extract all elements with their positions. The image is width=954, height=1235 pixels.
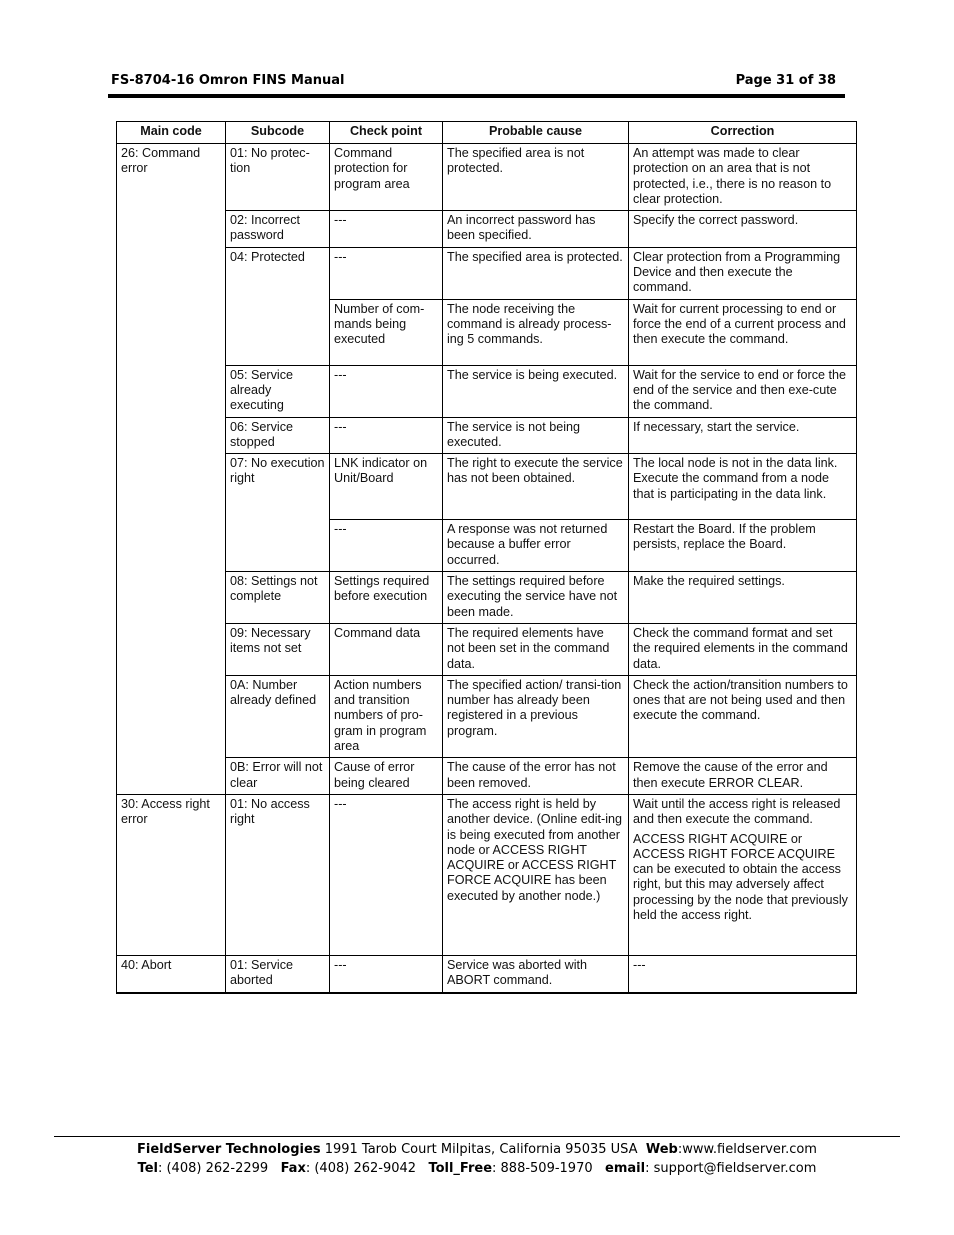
probable-cause-cell: The cause of the error has not been removed. xyxy=(443,758,629,795)
probable-cause-cell: The specified area is protected. xyxy=(443,247,629,299)
subcode-cell: 09: Necessary items not set xyxy=(226,623,330,675)
correction-cell: An attempt was made to clear protection on an area that is not protected, i.e., there is no reason to clear protection. xyxy=(629,144,857,211)
check-point-cell: Cause of error being cleared xyxy=(330,758,443,795)
check-point-cell: --- xyxy=(330,794,443,955)
main-code-cell: 26: Command error xyxy=(117,144,226,795)
footer-line-2 xyxy=(0,1161,954,1176)
footer-fax-value: : (408) 262-9042 xyxy=(305,1161,429,1176)
footer-line-1 xyxy=(0,1142,954,1157)
table-row xyxy=(117,247,857,299)
document-title: FS-8704-16 Omron FINS Manual xyxy=(111,73,345,88)
check-point-cell: Command protection for program area xyxy=(330,144,443,211)
footer-divider xyxy=(54,1136,900,1137)
subcode-cell: 05: Service already executing xyxy=(226,365,330,417)
col-header-subcode: Subcode xyxy=(226,122,330,144)
footer-email-link[interactable]: : support@fieldserver.com xyxy=(645,1161,817,1176)
main-code-cell: 40: Abort xyxy=(117,955,226,992)
check-point-cell: Settings required before execution xyxy=(330,572,443,624)
correction-paragraph: ACCESS RIGHT ACQUIRE or ACCESS RIGHT FORCE ACQUIRE can be executed to obtain the access right, but this may adversely affect processing by the node that previously held the access right. xyxy=(633,831,848,922)
probable-cause-cell: The specified area is not protected. xyxy=(443,144,629,211)
correction-cell: Clear protection from a Programming Device and then execute the command. xyxy=(629,247,857,299)
probable-cause-cell: The node receiving the command is already process-ing 5 commands. xyxy=(443,299,629,365)
footer-toll-value: : 888-509-1970 xyxy=(492,1161,606,1176)
header-divider xyxy=(108,94,845,98)
subcode-cell: 01: No access right xyxy=(226,794,330,955)
check-point-cell: --- xyxy=(330,211,443,248)
probable-cause-cell: The required elements have not been set in the command data. xyxy=(443,623,629,675)
correction-cell: Make the required settings. xyxy=(629,572,857,624)
col-header-main-code: Main code xyxy=(117,122,226,144)
table-row xyxy=(117,623,857,675)
check-point-cell: Action numbers and transition numbers of pro-gram in program area xyxy=(330,675,443,757)
correction-cell: Restart the Board. If the problem persists, replace the Board. xyxy=(629,520,857,572)
correction-cell: Check the action/transition numbers to ones that are not being used and then execute the command. xyxy=(629,675,857,757)
col-header-check-point: Check point xyxy=(330,122,443,144)
correction-cell: Wait for the service to end or force the end of the service and then exe-cute the command. xyxy=(629,365,857,417)
correction-cell: If necessary, start the service. xyxy=(629,417,857,454)
probable-cause-cell: The access right is held by another device. (Online edit-ing is being executed from another node or ACCESS RIGHT ACQUIRE or ACCESS RIGHT FORCE ACQUIRE has been executed by another node.) xyxy=(443,794,629,955)
col-header-correction: Correction xyxy=(629,122,857,144)
check-point-cell: Command data xyxy=(330,623,443,675)
footer-email-label: email xyxy=(605,1161,646,1176)
error-code-table xyxy=(116,121,857,994)
probable-cause-cell: A response was not returned because a buffer error occurred. xyxy=(443,520,629,572)
subcode-cell: 0B: Error will not clear xyxy=(226,758,330,795)
probable-cause-cell: The settings required before executing the service have not been made. xyxy=(443,572,629,624)
footer-web-label: Web xyxy=(645,1142,678,1157)
footer-address: 1991 Tarob Court Milpitas, California 95035 USA xyxy=(320,1142,646,1157)
correction-cell: Remove the cause of the error and then execute ERROR CLEAR. xyxy=(629,758,857,795)
check-point-cell: --- xyxy=(330,365,443,417)
table-header-row xyxy=(117,122,857,144)
table-row xyxy=(117,955,857,992)
correction-cell: Wait for current processing to end or force the end of a current process and then execute the command. xyxy=(629,299,857,365)
footer-tel-label: Tel xyxy=(137,1161,158,1176)
subcode-cell: 02: Incorrect password xyxy=(226,211,330,248)
check-point-cell: Number of com-mands being executed xyxy=(330,299,443,365)
check-point-cell: --- xyxy=(330,955,443,992)
table-row xyxy=(117,454,857,520)
correction-cell: --- xyxy=(629,955,857,992)
subcode-cell: 01: Service aborted xyxy=(226,955,330,992)
col-header-probable-cause: Probable cause xyxy=(443,122,629,144)
probable-cause-cell: An incorrect password has been specified. xyxy=(443,211,629,248)
footer-company: FieldServer Technologies xyxy=(137,1142,321,1157)
table-row xyxy=(117,144,857,211)
table-row xyxy=(117,794,857,955)
correction-paragraph: Wait until the access right is released and then execute the command. xyxy=(633,796,841,827)
footer-fax-label: Fax xyxy=(280,1161,306,1176)
footer-toll-label: Toll_Free xyxy=(428,1161,493,1176)
footer-web-link[interactable]: :www.fieldserver.com xyxy=(677,1142,817,1157)
page-number: Page 31 of 38 xyxy=(735,73,836,88)
check-point-cell: LNK indicator on Unit/Board xyxy=(330,454,443,520)
table-row xyxy=(117,417,857,454)
correction-cell: The local node is not in the data link. Execute the command from a node that is participating in the data link. xyxy=(629,454,857,520)
subcode-cell: 04: Protected xyxy=(226,247,330,365)
table-row xyxy=(117,758,857,795)
footer-tel-value: : (408) 262-2299 xyxy=(157,1161,281,1176)
check-point-cell: --- xyxy=(330,247,443,299)
subcode-cell: 07: No execution right xyxy=(226,454,330,572)
subcode-cell: 06: Service stopped xyxy=(226,417,330,454)
main-code-cell: 30: Access right error xyxy=(117,794,226,955)
check-point-cell: --- xyxy=(330,417,443,454)
table-row xyxy=(117,675,857,757)
probable-cause-cell: The specified action/ transi-tion number has already been registered in a previous program. xyxy=(443,675,629,757)
subcode-cell: 01: No protec-tion xyxy=(226,144,330,211)
correction-cell: Specify the correct password. xyxy=(629,211,857,248)
subcode-cell: 0A: Number already defined xyxy=(226,675,330,757)
table-row xyxy=(117,365,857,417)
subcode-cell: 08: Settings not complete xyxy=(226,572,330,624)
probable-cause-cell: The service is not being executed. xyxy=(443,417,629,454)
table-row xyxy=(117,572,857,624)
table-row xyxy=(117,211,857,248)
probable-cause-cell: Service was aborted with ABORT command. xyxy=(443,955,629,992)
correction-cell xyxy=(629,794,857,955)
check-point-cell: --- xyxy=(330,520,443,572)
probable-cause-cell: The right to execute the service has not been obtained. xyxy=(443,454,629,520)
probable-cause-cell: The service is being executed. xyxy=(443,365,629,417)
correction-cell: Check the command format and set the required elements in the command data. xyxy=(629,623,857,675)
